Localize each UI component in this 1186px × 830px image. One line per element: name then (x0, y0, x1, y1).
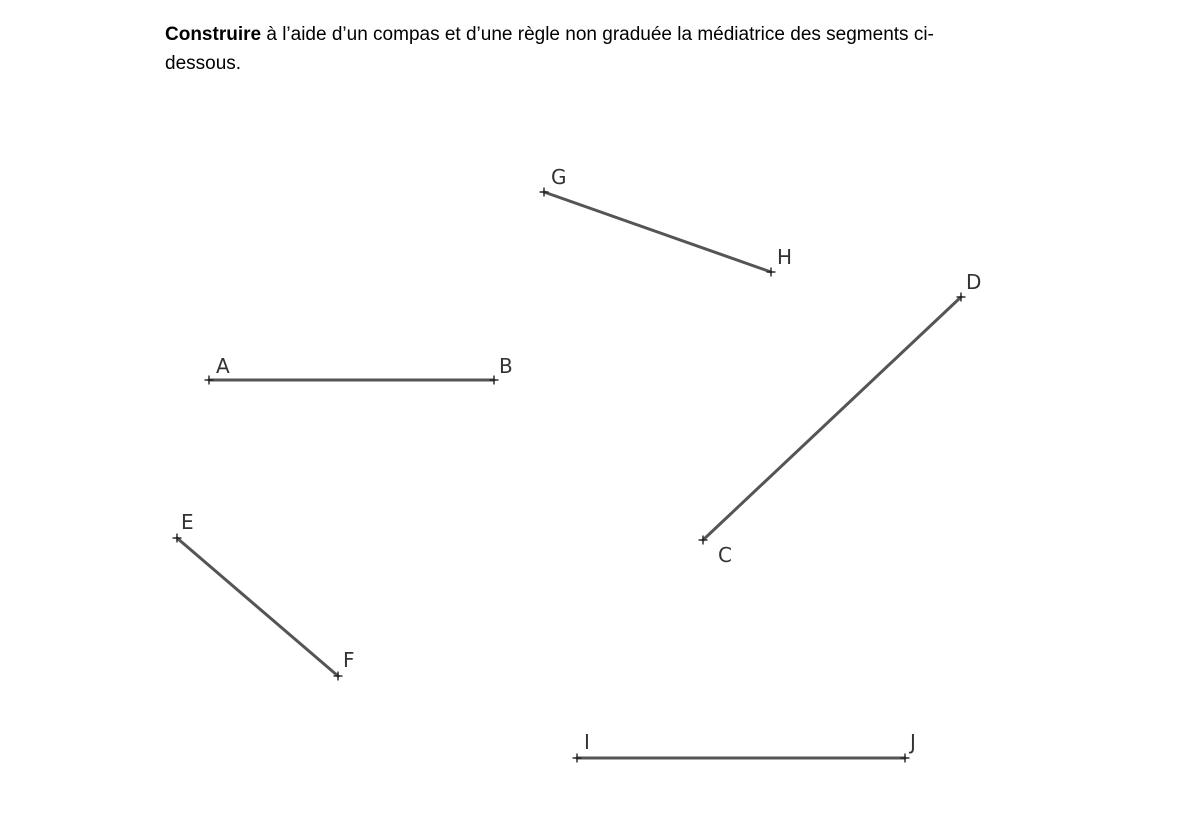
point-label-j: J (910, 730, 916, 754)
point-label-a: A (216, 354, 230, 378)
point-marker-j (901, 754, 910, 763)
segment-ef (177, 538, 338, 676)
point-label-i: I (584, 730, 590, 754)
points-layer (173, 165, 982, 763)
point-label-d: D (966, 270, 982, 294)
point-marker-b (490, 376, 499, 385)
instruction-rest: à l’aide d’un compas et d’une règle non graduée la médiatrice des segments ci-dessous. (165, 24, 934, 74)
instruction-verb: Construire (165, 24, 262, 45)
point-marker-i (573, 754, 582, 763)
point-marker-a (205, 376, 214, 385)
point-label-h: H (777, 245, 793, 269)
point-marker-g (540, 188, 549, 197)
segment-gh (544, 192, 771, 272)
point-label-g: G (551, 165, 567, 189)
point-label-f: F (343, 648, 355, 672)
point-label-b: B (499, 354, 513, 378)
segments-layer (177, 192, 961, 758)
point-label-e: E (181, 510, 194, 534)
segment-cd (703, 297, 961, 540)
point-label-c: C (718, 543, 732, 567)
point-marker-h (767, 268, 776, 277)
